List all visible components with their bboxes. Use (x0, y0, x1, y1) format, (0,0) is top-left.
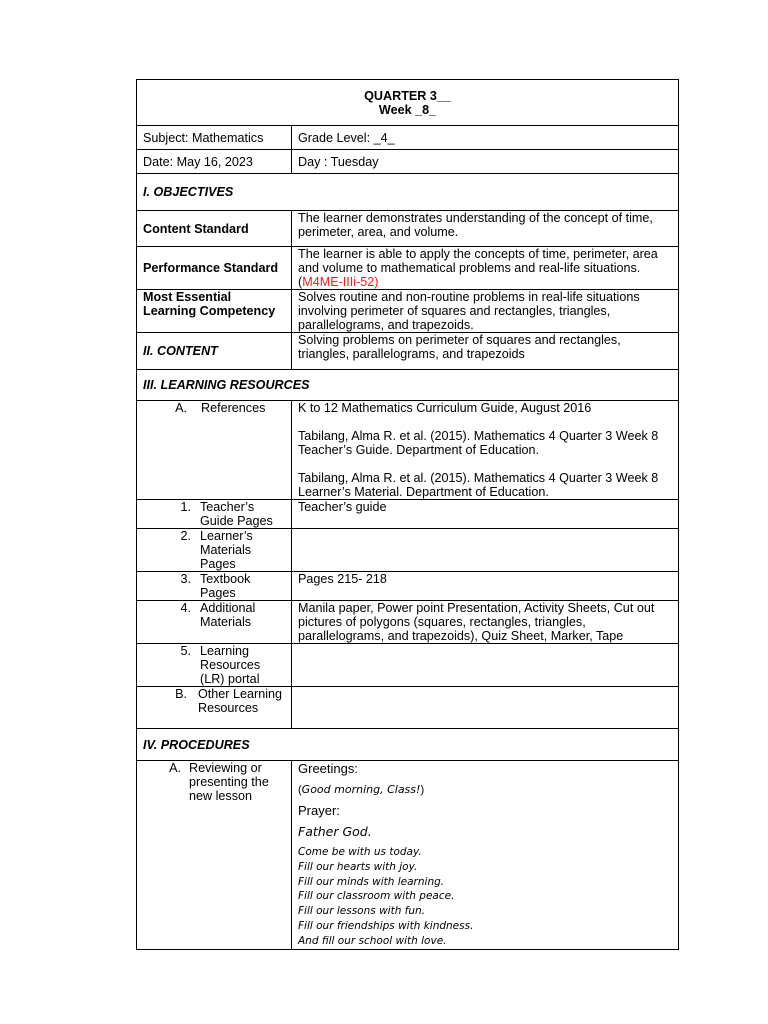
greeting-open: ( (298, 784, 302, 796)
melc-text: Solves routine and non-routine problems in real-life situations involving perimeter of squares and rectangles, triangles, parallelograms, and trapezoids. (292, 290, 679, 333)
prayer-lines (298, 845, 672, 949)
resource-label-cell (137, 500, 292, 529)
other-resources-number: B. (175, 687, 187, 701)
content-heading: II. CONTENT (137, 333, 292, 370)
competency-code: M4ME-IIIi-52) (302, 275, 379, 289)
content-standard-text: The learner demonstrates understanding of the concept of time, perimeter, area, and volume. (292, 211, 679, 247)
performance-standard-cell (292, 247, 679, 290)
date-cell: Date: May 16, 2023 (137, 150, 292, 174)
resource-number: 3. (180, 572, 191, 586)
greetings-label: Greetings: (298, 761, 358, 776)
performance-standard-text: The learner is able to apply the concepts of time, perimeter, area and volume to mathematical problems and real-life situations. ( (298, 247, 658, 289)
resource-label: Teacher’s Guide Pages (200, 500, 273, 528)
resource-label: Learning Resources (LR) portal (200, 644, 261, 686)
reference-item: K to 12 Mathematics Curriculum Guide, August 2016 (298, 401, 592, 415)
procedure-a-cell (292, 761, 679, 950)
resource-label: Learner’s Materials Pages (200, 529, 253, 571)
resource-label: Additional Materials (200, 601, 256, 629)
resource-value: Pages 215- 218 (292, 572, 679, 601)
resource-label-cell (137, 601, 292, 644)
resource-number: 2. (180, 529, 191, 543)
resource-value: Teacher’s guide (292, 500, 679, 529)
objectives-heading: I. OBJECTIVES (137, 174, 679, 211)
resource-value (292, 644, 679, 687)
greeting-line (298, 783, 672, 797)
procedures-heading: IV. PROCEDURES (137, 729, 679, 761)
prayer-line: Come be with us today. (298, 846, 422, 858)
melc-label: Most Essential Learning Competency (137, 290, 292, 333)
prayer-line: Fill our classroom with peace. (298, 890, 455, 903)
greeting-text: Good morning, Class! (301, 783, 421, 796)
prayer-line: Fill our minds with learning. (298, 875, 445, 888)
reference-item: Tabilang, Alma R. et al. (2015). Mathematics 4 Quarter 3 Week 8 Learner’s Material. Department of Education. (298, 471, 659, 499)
performance-standard-label: Performance Standard (137, 247, 292, 290)
resource-label-cell (137, 572, 292, 601)
prayer-label: Prayer: (298, 803, 340, 818)
resource-value: Manila paper, Power point Presentation, Activity Sheets, Cut out pictures of polygons (squares, rectangles, triangles, parallelograms, and trapezoids), Quiz Sheet, Marker, Tape (292, 601, 679, 644)
prayer-line: And fill our school with love. (298, 934, 447, 947)
week-label: Week _8_ (378, 102, 437, 117)
resource-label-cell (137, 529, 292, 572)
other-resources-label-cell (137, 687, 292, 729)
learning-resources-heading: III. LEARNING RESOURCES (137, 370, 679, 401)
other-resources-value (292, 687, 679, 729)
prayer-line: Fill our lessons with fun. (298, 905, 426, 918)
prayer-line: Fill our hearts with joy. (298, 860, 418, 873)
day-cell: Day : Tuesday (292, 150, 679, 174)
lesson-plan-table (136, 79, 679, 950)
resource-number: 1. (180, 500, 191, 514)
references-cell (292, 401, 679, 500)
quarter-week-header (137, 80, 679, 126)
resource-label-cell (137, 644, 292, 687)
references-label: References (201, 401, 266, 415)
resource-value (292, 529, 679, 572)
subject-cell: Subject: Mathematics (137, 126, 292, 150)
resource-label: Textbook Pages (200, 572, 251, 600)
procedure-a-label: Reviewing or presenting the new lesson (189, 761, 269, 803)
content-text: Solving problems on perimeter of squares and rectangles, triangles, parallelograms, and trapezoids (292, 333, 679, 370)
greeting-close: ) (420, 784, 425, 796)
resource-number: 4. (180, 601, 191, 615)
content-standard-label: Content Standard (137, 211, 292, 247)
prayer-line: Fill our friendships with kindness. (298, 919, 474, 932)
procedure-a-number: A. (169, 761, 181, 775)
references-number: A. (175, 401, 187, 415)
resource-number: 5. (180, 644, 191, 658)
other-resources-label: Other Learning Resources (198, 687, 283, 715)
reference-item: Tabilang, Alma R. et al. (2015). Mathematics 4 Quarter 3 Week 8 Teacher’s Guide. Department of Education. (298, 429, 659, 457)
father-god-line: Father God. (298, 824, 372, 839)
quarter-label: QUARTER 3__ (364, 88, 451, 103)
procedure-a-label-cell (137, 761, 292, 950)
grade-level-cell: Grade Level: _4_ (292, 126, 679, 150)
references-label-cell (137, 401, 292, 500)
